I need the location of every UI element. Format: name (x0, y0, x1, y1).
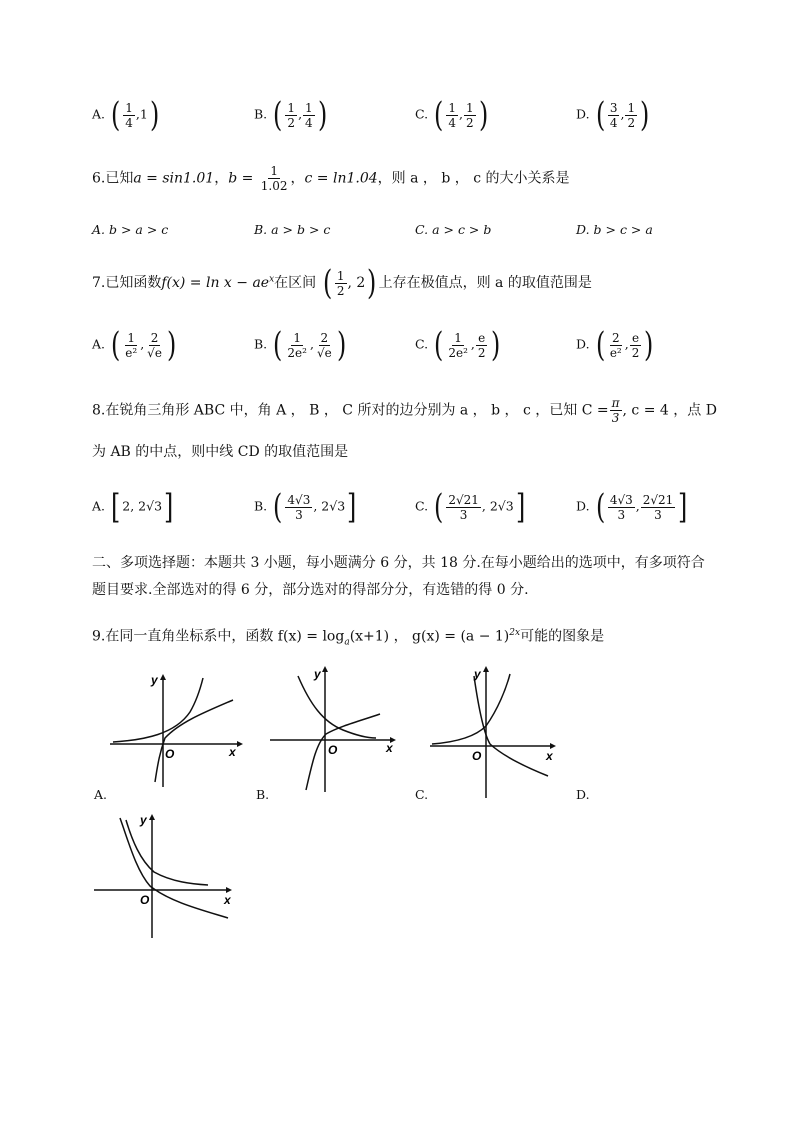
q9-stem: 9.在同一直角坐标系中，函数 $f(x) = \log_a(x+1)$ ， $g(x) = (a - 1)^{2x}$可能的图象是 (92, 628, 605, 648)
x-label: x (229, 745, 236, 759)
y-label: y (151, 673, 158, 687)
graph-c (428, 664, 568, 800)
curve-log (155, 700, 233, 782)
q6-option-d: D. b > c > a (576, 222, 653, 237)
y-label: y (314, 667, 321, 681)
x-label: x (546, 749, 553, 763)
q6-stem: 6.已知a = sin1.01，b = $\frac{1}{1.02}$ ，c = ln1.04，则 a ， b ， c 的大小关系是 (92, 164, 570, 193)
graph-d (92, 810, 242, 942)
graph-letter-b: B. (256, 787, 270, 802)
curve-exp (126, 820, 208, 885)
y-arrow (322, 666, 328, 672)
y-label: y (474, 667, 481, 681)
q7-stem: 7.已知函数$f(x) = \ln x - ae^x$在区间 ( $\frac{1}{2}$ , 2) 上存在极值点，则 a 的取值范围是 (92, 263, 592, 303)
q5-option-c: C. ( $\frac{1}{4}$ , $\frac{1}{2}$ ) (415, 95, 488, 135)
q5-option-b: B. ( $\frac{1}{2}$ , $\frac{1}{4}$ ) (254, 95, 327, 135)
q7-option-c: C. ( $\frac{1}{\text{2e²}}$ , $\frac{e}{2}$ ) (415, 325, 500, 365)
q7-option-d: D. ( $\frac{2}{\text{e²}}$ , $\frac{e}{2}$ ) (576, 325, 654, 365)
q8-stem-line1: 8.在锐角三角形 ABC 中，角 A ， B ， C 所对的边分别为 a ， b ， c ，已知 C = $\frac{\pi}{3}$ , c = 4 ，点 D (92, 396, 717, 425)
q6-option-c: C. a > c > b (415, 222, 492, 237)
curve-log (306, 714, 380, 790)
q8-option-b: B. ( $\frac{4√3}{3}$ , 2√3] (254, 487, 357, 527)
origin-label: O (140, 893, 150, 907)
q6-option-b: B. a > b > c (254, 222, 331, 237)
section2-line2: 题目要求.全部选对的得 6 分，部分选对的得部分分，有选错的得 0 分. (92, 582, 529, 598)
origin-label: O (165, 747, 175, 761)
y-arrow (160, 674, 166, 680)
graph-letter-d: D. (576, 787, 590, 802)
graph-letter-c: C. (415, 787, 429, 802)
q5-option-a: A. ( $\frac{1}{4}$ ,1) (92, 95, 160, 135)
graph-b (268, 664, 408, 794)
graph-letter-a: A. (94, 787, 108, 802)
q8-option-d: D. ( $\frac{4√3}{3}$ , $\frac{2√21}{3}$ ] (576, 487, 688, 527)
origin-label: O (472, 749, 482, 763)
x-label: x (224, 893, 231, 907)
q6-option-a: A. b > a > c (92, 222, 169, 237)
q8-option-a: A. [ 2, 2√3] (92, 487, 174, 527)
y-label: y (140, 813, 147, 827)
q7-option-b: B. ( $\frac{1}{\text{2e²}}$ , $\frac{2}{√e}$ ) (254, 325, 346, 365)
y-arrow (483, 666, 489, 672)
q8-option-c: C. ( $\frac{2√21}{3}$ , 2√3] (415, 487, 526, 527)
q7-option-a: A. ( $\frac{1}{\text{e²}}$ , $\frac{2}{√e}$ ) (92, 325, 177, 365)
graph-a (105, 672, 245, 792)
y-arrow (149, 814, 155, 820)
curve-log (120, 818, 228, 918)
section2-line1: 二、多项选择题：本题共 3 小题，每小题满分 6 分，共 18 分.在每小题给出的选项中，有多项符合 (92, 555, 705, 571)
x-label: x (386, 741, 393, 755)
curve-exp (113, 678, 203, 742)
curve-exp (432, 674, 510, 744)
x-arrow (237, 741, 243, 747)
q8-stem-line2: 为 AB 的中点，则中线 CD 的取值范围是 (92, 444, 349, 460)
q5-option-d: D. ( $\frac{3}{4}$ , $\frac{1}{2}$ ) (576, 95, 650, 135)
origin-label: O (328, 743, 338, 757)
